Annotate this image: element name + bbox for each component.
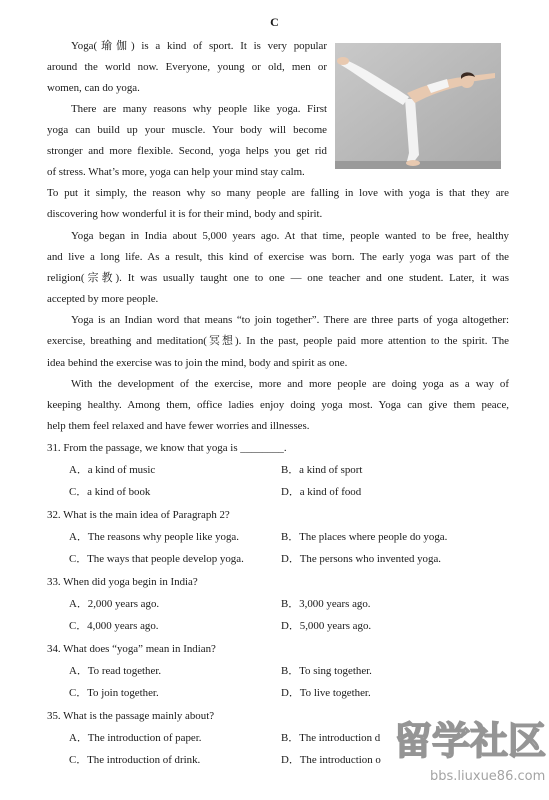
option-34-c: C．To join together.	[69, 687, 159, 699]
question-34: 34. What does “yoga” mean in Indian?	[47, 643, 216, 655]
para1-line: Yoga(瑜伽) is a kind of sport. It is very popular	[71, 40, 327, 52]
option-33-d: D．5,000 years ago.	[281, 620, 372, 632]
option-32-d: D．The persons who invented yoga.	[281, 553, 441, 565]
question-33: 33. When did yoga begin in India?	[47, 576, 198, 588]
para4-line: exercise, breathing and meditation(冥想). In the past, people paid more attention to the spirit. The	[47, 335, 509, 347]
para4-line: idea behind the exercise was to join the mind, body and spirit as one.	[47, 357, 348, 369]
para4-line: Yoga is an Indian word that means “to join together”. There are three parts of yoga altogether:	[71, 314, 509, 326]
para2-line: discovering how wonderful it is for their mind, body and spirit.	[47, 208, 323, 220]
option-33-b: B．3,000 years ago.	[281, 598, 371, 610]
option-31-b: B．a kind of sport	[281, 464, 363, 476]
option-35-a: A．The introduction of paper.	[69, 732, 202, 744]
option-31-c: C．a kind of book	[69, 486, 151, 498]
option-32-a: A．The reasons why people like yoga.	[69, 531, 239, 543]
option-35-c: C．The introduction of drink.	[69, 754, 201, 766]
para5-line: keeping healthy. Among them, office ladies enjoy doing yoga most. Yoga can give them peace,	[47, 399, 509, 411]
para2-line: There are many reasons why people like yoga. First	[71, 103, 327, 115]
para3-line: and live a long life. As a result, this kind of exercise was born. The early yoga was part of the	[47, 251, 509, 263]
question-31: 31. From the passage, we know that yoga is ________.	[47, 442, 287, 454]
option-34-d: D．To live together.	[281, 687, 371, 699]
para5-line: help them feel relaxed and have fewer worries and illnesses.	[47, 420, 310, 432]
para2-line: To put it simply, the reason why so many people are falling in love with yoga is that they are	[47, 187, 509, 199]
para2-line: stronger and more flexible. Second, yoga helps you get rid	[47, 145, 327, 157]
para2-line: yoga can build up your muscle. Your body will become	[47, 124, 327, 136]
option-34-a: A．To read together.	[69, 665, 162, 677]
option-35-b: B．The introduction d	[281, 732, 381, 744]
para3-line: religion(宗教). It was usually taught one to one — one teacher and one student. Later, it was	[47, 272, 509, 284]
option-33-a: A．2,000 years ago.	[69, 598, 160, 610]
svg-text:bbs.liuxue86.com: bbs.liuxue86.com	[430, 769, 546, 784]
option-35-d: D．The introduction o	[281, 754, 381, 766]
question-35: 35. What is the passage mainly about?	[47, 710, 215, 722]
svg-text:留学社区: 留学社区	[394, 719, 547, 763]
para3-line: Yoga began in India about 5,000 years ago. At that time, people wanted to be free, healthy	[71, 230, 509, 242]
watermark-logo	[382, 710, 549, 792]
option-31-a: A．a kind of music	[69, 464, 156, 476]
para2-line: of stress. What’s more, yoga can help your mind stay calm.	[47, 166, 305, 178]
option-32-c: C．The ways that people develop yoga.	[69, 553, 244, 565]
section-title: C	[270, 15, 279, 29]
para1-line: women, can do yoga.	[47, 82, 140, 94]
option-34-b: B．To sing together.	[281, 665, 372, 677]
para1-line: around the world now. Everyone, young or old, men or	[47, 61, 327, 73]
yoga-photo	[335, 43, 501, 169]
option-32-b: B．The places where people do yoga.	[281, 531, 448, 543]
option-31-d: D．a kind of food	[281, 486, 362, 498]
option-33-c: C．4,000 years ago.	[69, 620, 159, 632]
para3-line: accepted by more people.	[47, 293, 159, 305]
question-32: 32. What is the main idea of Paragraph 2?	[47, 509, 230, 521]
para5-line: With the development of the exercise, more and more people are doing yoga as a way of	[71, 378, 509, 390]
